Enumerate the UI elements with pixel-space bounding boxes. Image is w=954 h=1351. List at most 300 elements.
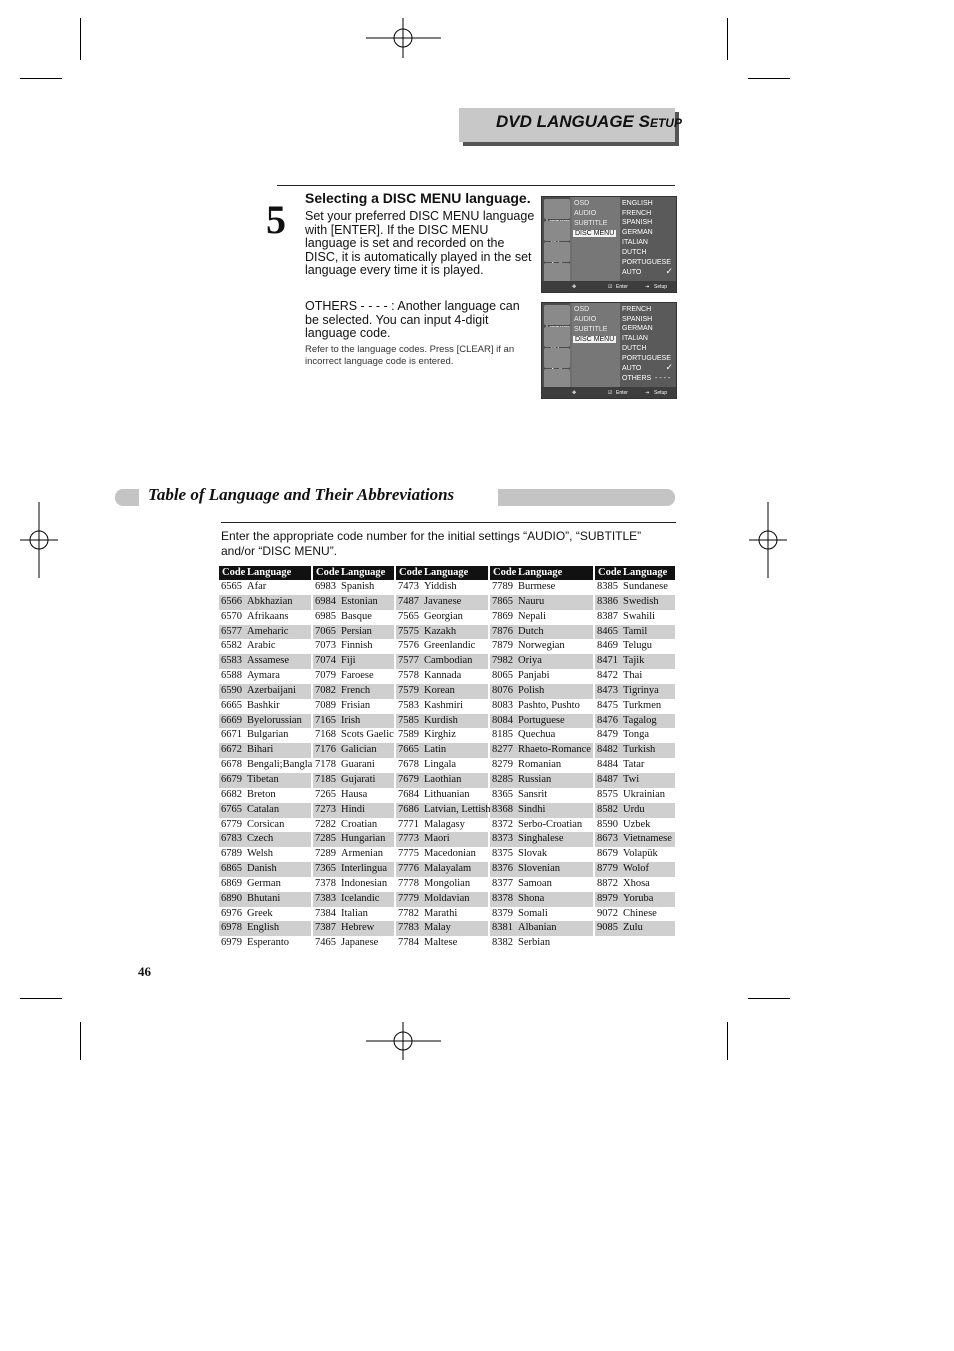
language-code: 8387 (597, 610, 618, 622)
language-code: 8378 (492, 892, 513, 904)
language-column (595, 566, 675, 936)
language-name: Italian (341, 907, 368, 919)
language-name: Bulgarian (247, 729, 289, 741)
language-code: 7285 (315, 833, 336, 845)
language-name: Tajik (623, 655, 645, 667)
language-name: Thai (623, 670, 643, 682)
table-row (595, 743, 675, 758)
language-name: Russian (518, 773, 552, 785)
language-icon (544, 305, 570, 325)
language-code: 7473 (398, 581, 419, 592)
language-code: 7273 (315, 803, 336, 815)
language-name: Ameharic (247, 625, 289, 637)
table-row (219, 595, 311, 610)
language-name: Azerbaijani (247, 684, 296, 696)
language-code: 6682 (221, 788, 242, 800)
language-code: 6565 (221, 581, 242, 592)
step-number: 5 (266, 197, 286, 242)
table-row (595, 818, 675, 833)
language-name: Icelandic (341, 892, 380, 904)
language-code: 8277 (492, 744, 513, 756)
table-row (490, 595, 593, 610)
language-name: Frisian (341, 699, 371, 711)
option: DUTCH (622, 345, 647, 352)
menu-item: SUBTITLE (574, 220, 608, 227)
table-row (313, 595, 394, 610)
table-row (313, 610, 394, 625)
language-name: Abkhazian (247, 595, 293, 607)
table-row (313, 788, 394, 803)
menu-item: AUDIO (574, 316, 597, 323)
language-code: 7185 (315, 773, 336, 785)
table-row (219, 877, 311, 892)
table-row (313, 699, 394, 714)
language-name: Sundanese (623, 581, 668, 592)
divider (221, 522, 676, 523)
language-name: Hausa (341, 788, 368, 800)
table-row (313, 773, 394, 788)
language-code: 7665 (398, 744, 419, 756)
header-code: Code (316, 567, 340, 578)
language-code: 8473 (597, 684, 618, 696)
language-code: 7775 (398, 848, 419, 860)
language-name: Finnish (341, 640, 373, 652)
table-row (595, 625, 675, 640)
language-code: 7168 (315, 729, 336, 741)
language-name: Somali (518, 907, 548, 919)
section-header-title: DVD LANGUAGE SETUP (496, 112, 682, 131)
language-code: 7089 (315, 699, 336, 711)
table-row (219, 936, 311, 951)
language-name: Welsh (247, 848, 273, 860)
language-code: 8475 (597, 699, 618, 711)
language-code: 7565 (398, 610, 419, 622)
column-header (219, 566, 311, 580)
table-row (396, 654, 488, 669)
table-row (313, 877, 394, 892)
language-code: 8381 (492, 922, 513, 934)
enter-label: Enter (616, 284, 628, 290)
option: GERMAN (622, 229, 653, 236)
language-code: 6679 (221, 773, 242, 785)
language-code: 7165 (315, 714, 336, 726)
table-row (219, 907, 311, 922)
language-code: 8590 (597, 818, 618, 830)
table-row (595, 892, 675, 907)
header-code: Code (598, 567, 622, 578)
language-code: 7178 (315, 759, 336, 771)
language-code: 8379 (492, 907, 513, 919)
page-number: 46 (138, 964, 151, 979)
language-code: 7773 (398, 833, 419, 845)
language-name: Javanese (424, 595, 462, 607)
table-row (219, 818, 311, 833)
language-code: 7073 (315, 640, 336, 652)
language-name: Moldavian (424, 892, 470, 904)
language-name: Basque (341, 610, 372, 622)
language-name: Tigrinya (623, 684, 659, 696)
language-code: 8365 (492, 788, 513, 800)
language-code: 7679 (398, 773, 419, 785)
language-name: Hindi (341, 803, 365, 815)
table-row (396, 669, 488, 684)
language-code: 8386 (597, 595, 618, 607)
language-name: Turkish (623, 744, 656, 756)
language-code: 7585 (398, 714, 419, 726)
enter-icon: ☑ (608, 390, 613, 396)
option: ITALIAN (622, 335, 648, 342)
language-code: 7065 (315, 625, 336, 637)
table-row (396, 743, 488, 758)
language-name: Nauru (518, 595, 545, 607)
language-code: 6783 (221, 833, 242, 845)
table-row (490, 669, 593, 684)
language-code: 7465 (315, 937, 336, 949)
language-name: Maori (424, 833, 450, 845)
table-row (595, 654, 675, 669)
table-row (490, 877, 593, 892)
table-row (595, 847, 675, 862)
language-name: Guarani (341, 759, 375, 771)
column-header (595, 566, 675, 580)
language-code: 9085 (597, 922, 618, 934)
table-row (396, 728, 488, 743)
language-code: 6765 (221, 803, 242, 815)
language-name: Yoruba (623, 892, 654, 904)
language-code: 8465 (597, 625, 618, 637)
column-header (490, 566, 593, 580)
table-row (313, 921, 394, 936)
language-name: Xhosa (623, 877, 650, 889)
table-row (490, 699, 593, 714)
table-intro: Enter the appropriate code number for the initial settings “AUDIO”, “SUBTITLE” and/or “DISC MENU”. (221, 529, 642, 558)
language-code: 7079 (315, 670, 336, 682)
table-row (219, 728, 311, 743)
table-row (490, 654, 593, 669)
table-row (595, 832, 675, 847)
language-code: 7387 (315, 922, 336, 934)
language-name: German (247, 877, 281, 889)
language-name: Esperanto (247, 937, 289, 949)
language-name: Japanese (341, 937, 379, 949)
table-row (313, 818, 394, 833)
language-name: Slovenian (518, 863, 560, 875)
table-row (490, 625, 593, 640)
language-code: 8076 (492, 684, 513, 696)
table-row (490, 728, 593, 743)
language-code: 6577 (221, 625, 242, 637)
language-name: Serbo-Croatian (518, 818, 583, 830)
enter-icon: ☑ (608, 284, 613, 290)
language-name: Macedonian (424, 848, 476, 860)
table-row (313, 907, 394, 922)
language-name: Yiddish (424, 581, 457, 592)
table-row (595, 921, 675, 936)
language-name: Tamil (623, 625, 648, 637)
language-code: 8779 (597, 863, 618, 875)
language-name: Tonga (623, 729, 650, 741)
language-name: Bengali;Bangla (247, 759, 313, 771)
language-code: 8368 (492, 803, 513, 815)
language-name: Persian (341, 625, 372, 637)
menu-item: OSD (574, 200, 590, 207)
language-name: Tagalog (623, 714, 657, 726)
language-code: 6985 (315, 610, 336, 622)
language-name: Kirghiz (424, 729, 456, 741)
header-language: Language (247, 567, 292, 578)
language-name: Wolof (623, 863, 649, 875)
column-header (313, 566, 394, 580)
enter-label: Enter (616, 390, 628, 396)
option: FRENCH (622, 210, 652, 217)
language-code: 7575 (398, 625, 419, 637)
language-code: 8487 (597, 773, 618, 785)
language-name: Danish (247, 863, 277, 875)
language-name: Afrikaans (247, 610, 289, 622)
language-code: 7876 (492, 625, 513, 637)
language-code: 7282 (315, 818, 336, 830)
table-row (595, 788, 675, 803)
language-name: Swahili (623, 610, 656, 622)
language-name: Arabic (247, 640, 276, 652)
language-code: 7082 (315, 684, 336, 696)
table-row (219, 669, 311, 684)
language-code: 8385 (597, 581, 618, 592)
language-name: Faroese (341, 670, 374, 682)
language-name: Shona (518, 892, 545, 904)
language-name: Aymara (247, 670, 280, 682)
table-row (396, 758, 488, 773)
language-name: Rhaeto-Romance (518, 744, 591, 756)
language-code: 6671 (221, 729, 242, 741)
divider (277, 185, 675, 186)
language-name: Estonian (341, 595, 378, 607)
language-name: Kannada (424, 670, 462, 682)
language-code: 6979 (221, 937, 242, 949)
language-code: 6978 (221, 922, 242, 934)
language-code: 7577 (398, 655, 419, 667)
language-code: 8484 (597, 759, 618, 771)
language-name: Latin (424, 744, 447, 756)
language-name: Serbian (518, 937, 551, 949)
language-code: 8285 (492, 773, 513, 785)
table-row (219, 921, 311, 936)
language-code: 7782 (398, 907, 419, 919)
header-code: Code (399, 567, 423, 578)
language-name: Zulu (623, 922, 643, 934)
language-name: Galician (341, 744, 377, 756)
language-name: Hungarian (341, 833, 386, 845)
setup-icon: ⇥ (645, 284, 650, 290)
option: GERMAN (622, 325, 653, 332)
language-code: 8476 (597, 714, 618, 726)
option: ITALIAN (622, 239, 648, 246)
language-name: Chinese (623, 907, 657, 919)
language-name: Kurdish (424, 714, 458, 726)
others-description: OTHERS - - - - : Another language can be selected. You can input 4-digit language code. (305, 299, 520, 341)
table-row (490, 907, 593, 922)
language-name: Breton (247, 788, 276, 800)
table-row (595, 699, 675, 714)
language-name: Tatar (623, 759, 645, 771)
table-row (396, 892, 488, 907)
language-code: 8469 (597, 640, 618, 652)
language-name: Kashmiri (424, 699, 464, 711)
menu-item-selected: DISC MENU (575, 230, 615, 237)
table-row (396, 832, 488, 847)
language-code: 7686 (398, 803, 419, 815)
language-code: 7789 (492, 581, 513, 592)
language-code: 7678 (398, 759, 419, 771)
table-row (595, 714, 675, 729)
table-row (595, 907, 675, 922)
language-code: 7576 (398, 640, 419, 652)
audio-icon (544, 242, 570, 262)
table-row (313, 625, 394, 640)
language-code: 7176 (315, 744, 336, 756)
language-name: Korean (424, 684, 455, 696)
table-row (396, 936, 488, 951)
language-name: Uzbek (623, 818, 651, 830)
header-code: Code (493, 567, 517, 578)
language-code: 6590 (221, 684, 242, 696)
table-row (595, 758, 675, 773)
video-icon (544, 327, 570, 347)
language-column (396, 566, 491, 951)
language-name: Marathi (424, 907, 458, 919)
language-name: Armenian (341, 848, 383, 860)
language-code: 7776 (398, 863, 419, 875)
language-code: 7982 (492, 655, 513, 667)
language-name: Swedish (623, 595, 659, 607)
table-row (490, 788, 593, 803)
others-icon (544, 369, 570, 389)
menu-item: SUBTITLE (574, 326, 608, 333)
table-row (396, 788, 488, 803)
column-header (396, 566, 488, 580)
table-row (490, 803, 593, 818)
table-row (396, 625, 488, 640)
language-code: 8084 (492, 714, 513, 726)
language-name: Malagasy (424, 818, 465, 830)
language-code: 7784 (398, 937, 419, 949)
table-row (490, 743, 593, 758)
language-code: 7487 (398, 595, 419, 607)
language-name: Georgian (424, 610, 463, 622)
setup-label: Setup (654, 284, 668, 290)
language-name: Bihari (247, 744, 274, 756)
table-row (313, 669, 394, 684)
video-icon (544, 221, 570, 241)
check-icon: ✓ (665, 267, 673, 277)
language-name: Maltese (424, 937, 458, 949)
table-row (396, 610, 488, 625)
table-row (396, 684, 488, 699)
language-code: 6865 (221, 863, 242, 875)
table-row (490, 714, 593, 729)
language-column (219, 566, 311, 951)
osd-footer (542, 281, 676, 292)
table-row (219, 654, 311, 669)
table-row (490, 639, 593, 654)
table-row (595, 803, 675, 818)
table-row (396, 714, 488, 729)
table-row (219, 803, 311, 818)
language-name: Hebrew (341, 922, 375, 934)
language-name: Greenlandic (424, 640, 476, 652)
move-icon: ✥ (572, 284, 577, 290)
language-code: 7384 (315, 907, 336, 919)
language-code: 7074 (315, 655, 336, 667)
table-row (490, 818, 593, 833)
language-code: 8872 (597, 877, 618, 889)
language-code: 8373 (492, 833, 513, 845)
others-icon (544, 263, 570, 283)
language-name: Quechua (518, 729, 556, 741)
language-name: Mongolian (424, 877, 471, 889)
language-name: Urdu (623, 803, 645, 815)
language-name: Singhalese (518, 833, 564, 845)
language-name: Romanian (518, 759, 562, 771)
language-code: 6779 (221, 818, 242, 830)
language-name: Byelorussian (247, 714, 302, 726)
move-icon: ✥ (572, 390, 577, 396)
table-row (313, 832, 394, 847)
table-row (219, 743, 311, 758)
language-name: Gujarati (341, 773, 376, 785)
language-column (490, 566, 593, 951)
table-row (219, 625, 311, 640)
language-code: 7383 (315, 892, 336, 904)
table-row (313, 714, 394, 729)
table-row (313, 654, 394, 669)
language-name: Fiji (341, 655, 356, 667)
language-name: Telugu (623, 640, 653, 652)
language-code: 6984 (315, 595, 336, 607)
table-row (396, 847, 488, 862)
option: ENGLISH (622, 200, 653, 207)
header-code: Code (222, 567, 246, 578)
check-icon: ✓ (665, 363, 673, 373)
table-row (595, 669, 675, 684)
language-code: 8376 (492, 863, 513, 875)
language-code: 6669 (221, 714, 242, 726)
option: AUTO (622, 269, 642, 276)
option: SPANISH (622, 316, 653, 323)
table-row (313, 728, 394, 743)
header-language: Language (424, 567, 469, 578)
option: AUTO (622, 365, 642, 372)
language-name: Corsican (247, 818, 285, 830)
step-description: Set your preferred DISC MENU language with [ENTER]. If the DISC MENU language is set and recorded on the DISC, it is automatically played in the set language every time it is played. (305, 209, 535, 278)
table-section-title: Table of Language and Their Abbreviations (148, 485, 455, 504)
language-name: Assamese (247, 655, 289, 667)
table-row (313, 758, 394, 773)
table-row (219, 610, 311, 625)
language-name: Bhutani (247, 892, 281, 904)
language-name: Interlingua (341, 863, 388, 875)
language-name: Scots Gaelic (341, 729, 394, 741)
language-name: Czech (247, 833, 274, 845)
language-code: 7579 (398, 684, 419, 696)
language-name: Laothian (424, 773, 462, 785)
table-row (595, 862, 675, 877)
language-name: Catalan (247, 803, 280, 815)
table-row (396, 921, 488, 936)
table-row (219, 699, 311, 714)
table-row (313, 684, 394, 699)
language-code: 7378 (315, 877, 336, 889)
